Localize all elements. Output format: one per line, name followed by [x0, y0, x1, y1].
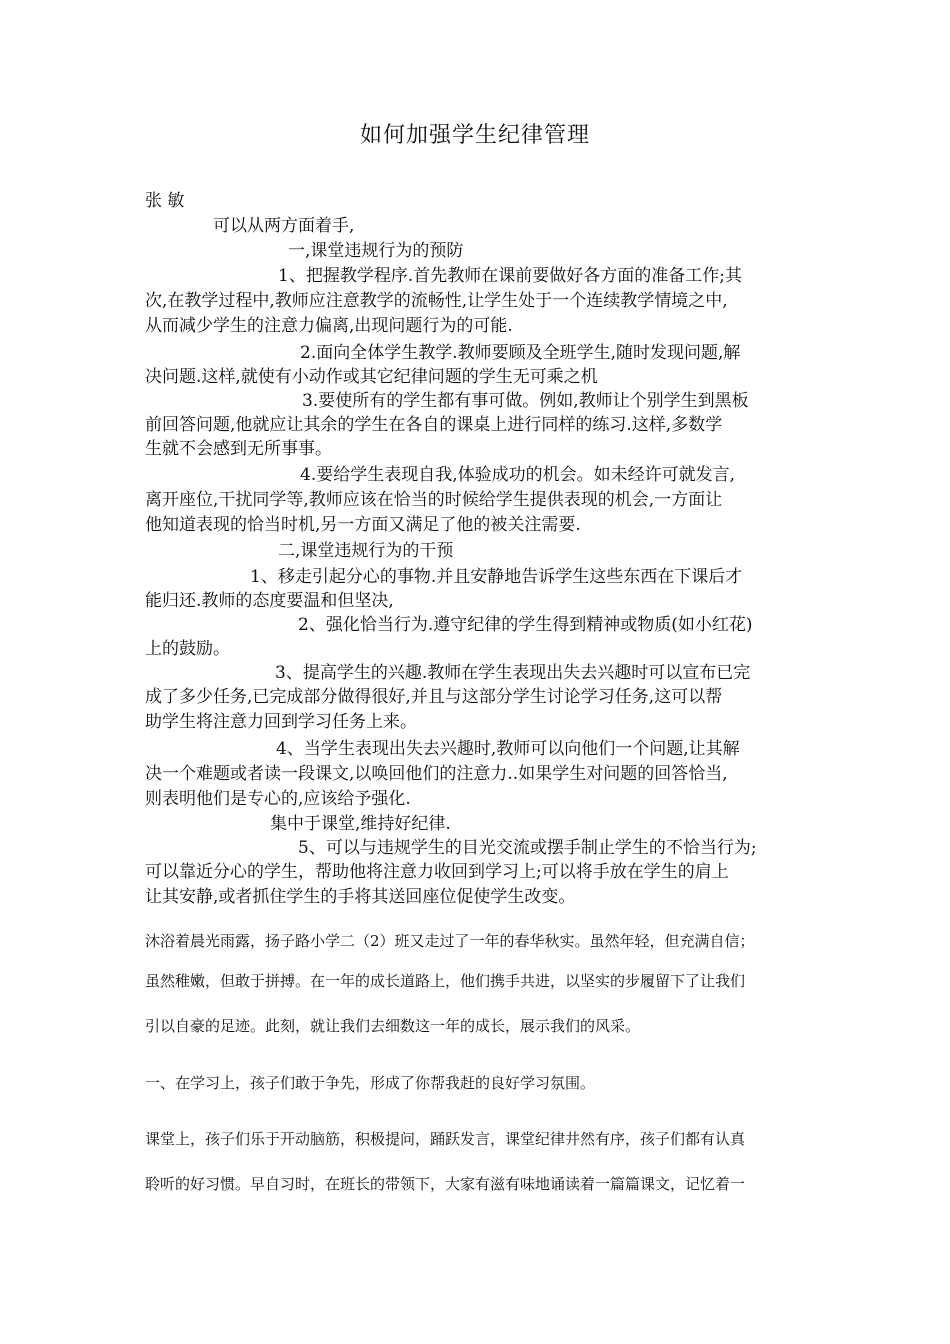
- q5-line: 5、可以与违规学生的目光交流或摆手制止学生的不恰当行为;: [298, 838, 757, 858]
- section1-heading: 一,课堂违规行为的预防: [288, 241, 464, 261]
- p2-line: 决问题.这样,就使有小动作或其它纪律问题的学生无可乘之机: [145, 367, 598, 387]
- focus-line: 集中于课堂,维持好纪律.: [270, 814, 451, 834]
- section2-paragraph-line: 聆听的好习惯。早自习时，在班长的带领下，大家有滋有味地诵读着一篇篇课文，记忆着一: [145, 1175, 746, 1193]
- q2-line: 2、强化恰当行为.遵守纪律的学生得到精神或物质(如小红花): [298, 615, 753, 635]
- q3-line: 3、提高学生的兴趣.教师在学生表现出失去兴趣时可以宣布已完: [275, 663, 751, 683]
- q1-line: 1、移走引起分心的事物.并且安静地告诉学生这些东西在下课后才: [250, 567, 743, 587]
- section2-paragraph-line: 沐浴着晨光雨露，扬子路小学二（2）班又走过了一年的春华秋实。虽然年轻，但充满自信；: [145, 932, 755, 950]
- p4-line: 他知道表现的恰当时机,另一方面又满足了他的被关注需要.: [145, 515, 581, 535]
- document-title: 如何加强学生纪律管理: [359, 123, 590, 148]
- p1-line: 从而减少学生的注意力偏离,出现问题行为的可能.: [145, 316, 513, 336]
- q4-line: 则表明他们是专心的,应该给予强化.: [145, 789, 411, 809]
- q4-line: 决一个难题或者读一段课文,以唤回他们的注意力..如果学生对问题的回答恰当,: [145, 764, 728, 784]
- section2-paragraph-line: 课堂上，孩子们乐于开动脑筋，积极提问，踊跃发言，课堂纪律井然有序，孩子们都有认真: [145, 1130, 746, 1148]
- q5-line: 可以靠近分心的学生，帮助他将注意力收回到学习上;可以将手放在学生的肩上: [145, 862, 729, 882]
- q5-line: 让其安静,或者抓住学生的手将其送回座位促使学生改变。: [145, 887, 576, 907]
- p3-line: 生就不会感到无所事事。: [145, 439, 332, 459]
- p3-line: 3.要使所有的学生都有事可做。例如,教师让个别学生到黑板: [302, 391, 749, 411]
- p2-line: 2.面向全体学生教学.教师要顾及全班学生,随时发现问题,解: [300, 343, 741, 363]
- section2-heading: 二,课堂违规行为的干预: [278, 541, 454, 561]
- p1-line: 1、把握教学程序.首先教师在课前要做好各方面的准备工作;其: [278, 266, 742, 286]
- intro-line: 可以从两方面着手,: [213, 216, 355, 236]
- q3-line: 成了多少任务,已完成部分做得很好,并且与这部分学生讨论学习任务,这可以帮: [145, 687, 723, 707]
- q3-line: 助学生将注意力回到学习任务上来。: [145, 712, 417, 732]
- q2-line: 上的鼓励。: [145, 639, 230, 659]
- q1-line: 能归还.教师的态度要温和但坚决,: [145, 591, 394, 611]
- section2-paragraph-line: 虽然稚嫩，但敢于拼搏。在一年的成长道路上，他们携手共进，以坚实的步履留下了让我们: [145, 972, 746, 990]
- p4-line: 4.要给学生表现自我,体验成功的机会。如未经许可就发言,: [300, 465, 736, 485]
- section2-heading-line: 一、在学习上，孩子们敢于争先，形成了你帮我赶的良好学习氛围。: [145, 1074, 596, 1092]
- author-name: 张 敏: [145, 191, 185, 211]
- p1-line: 次,在教学过程中,教师应注意教学的流畅性,让学生处于一个连续教学情境之中,: [145, 291, 728, 311]
- q4-line: 4、当学生表现出失去兴趣时,教师可以向他们一个问题,让其解: [276, 739, 740, 759]
- p3-line: 前回答问题,他就应让其余的学生在各自的课桌上进行同样的练习.这样,多数学: [145, 415, 723, 435]
- p4-line: 离开座位,干扰同学等,教师应该在恰当的时候给学生提供表现的机会,一方面让: [145, 490, 723, 510]
- section2-paragraph-line: 引以自豪的足迹。此刻，就让我们去细数这一年的成长，展示我们的风采。: [145, 1017, 641, 1035]
